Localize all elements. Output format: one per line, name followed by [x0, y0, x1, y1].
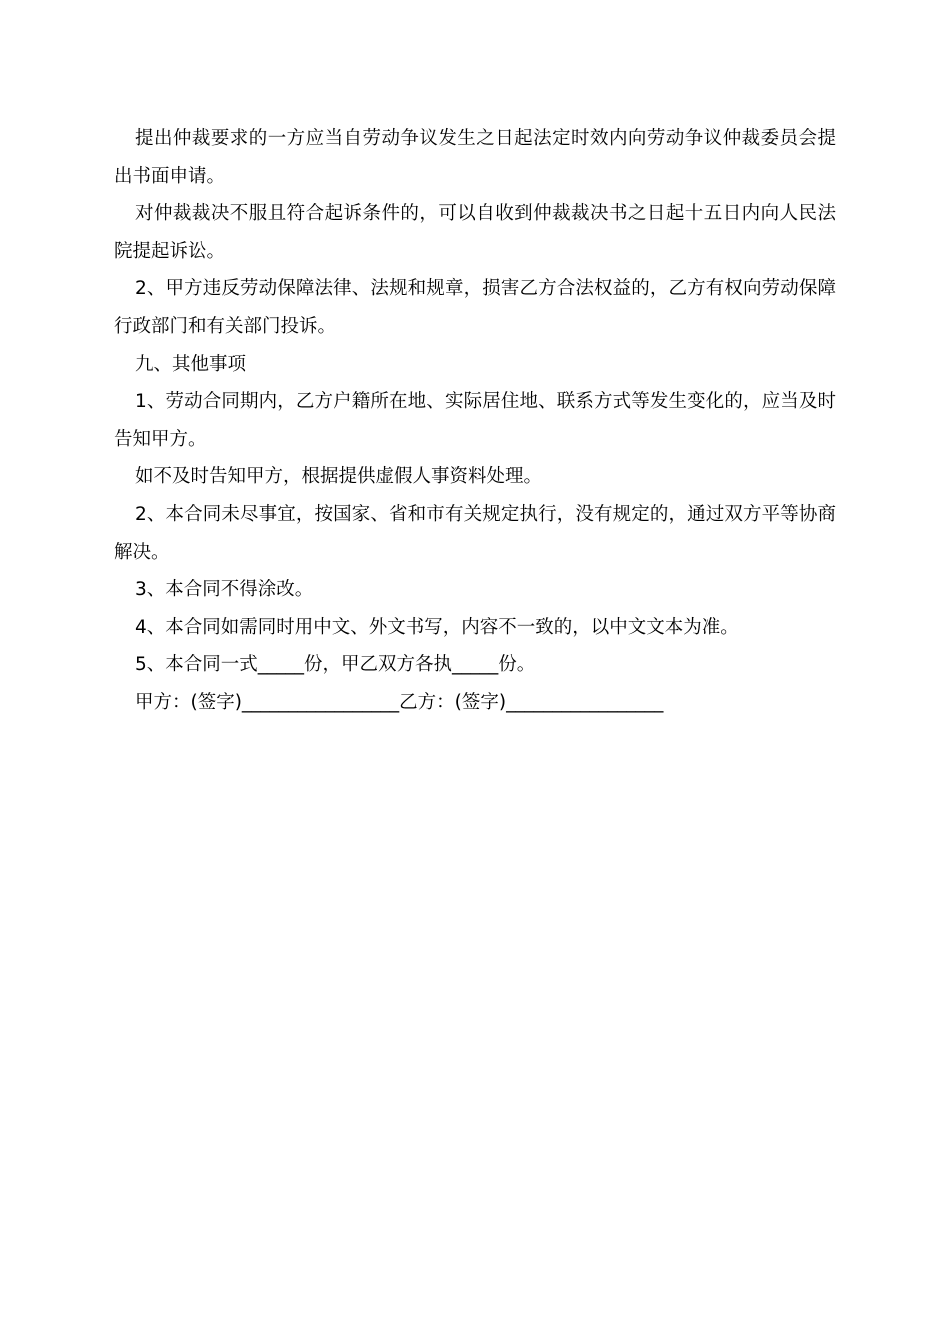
paragraph-copies: 5、本合同一式_____份，甲乙双方各执_____份。: [135, 654, 536, 676]
paragraph-false-info: 如不及时告知甲方，根据提供虚假人事资料处理。: [135, 466, 543, 488]
section-heading-other-matters: 九、其他事项: [135, 353, 247, 375]
paragraph-no-alteration: 3、本合同不得涂改。: [135, 579, 314, 601]
paragraph-arbitration-application: 提出仲裁要求的一方应当自劳动争议发生之日起法定时效内向劳动争议仲裁委员会提出书面申请。: [114, 128, 836, 187]
signature-line: 甲方：(签字)_________________乙方：(签字)_________________: [135, 691, 664, 713]
paragraph-language-version: 4、本合同如需同时用中文、外文书写，内容不一致的，以中文文本为准。: [135, 616, 739, 638]
paragraph-unresolved-matters: 2、本合同未尽事宜，按国家、省和市有关规定执行，没有规定的，通过双方平等协商解决。: [114, 503, 836, 563]
paragraph-complaint-right: 2、甲方违反劳动保障法律、法规和规章，损害乙方合法权益的，乙方有权向劳动保障行政部门和有关部门投诉。: [114, 278, 836, 337]
paragraph-arbitration-appeal: 对仲裁裁决不服且符合起诉条件的，可以自收到仲裁裁决书之日起十五日内向人民法院提起诉讼。: [114, 203, 836, 262]
paragraph-info-change: 1、劳动合同期内，乙方户籍所在地、实际居住地、联系方式等发生变化的，应当及时告知甲方。: [114, 391, 836, 450]
contract-text-body: [114, 120, 836, 722]
